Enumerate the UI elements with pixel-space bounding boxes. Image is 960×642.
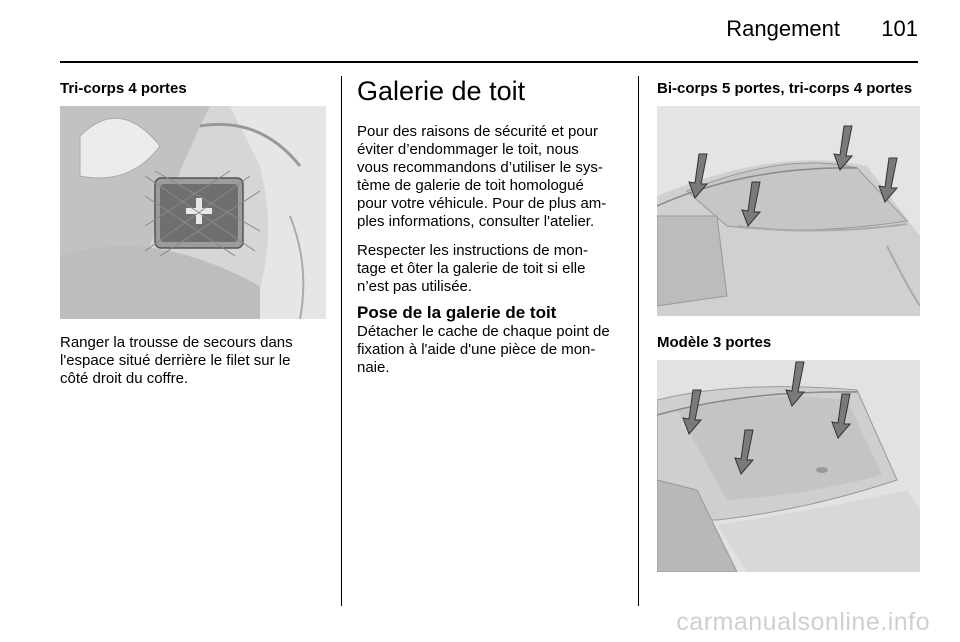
col2-paragraph-line: tème de galerie de toit homologué — [357, 177, 584, 194]
col2-paragraph-line: Pour des raisons de sécurité et pour — [357, 123, 598, 140]
col2-paragraph-line: tage et ôter la galerie de toit si elle — [357, 260, 586, 277]
header-rule — [60, 61, 918, 63]
col2-paragraph-line: naie. — [357, 359, 390, 376]
col1-paragraph-line: Ranger la trousse de secours dans — [60, 334, 293, 351]
header-section-title: Rangement — [726, 16, 840, 41]
section-title: Galerie de toit — [357, 76, 526, 106]
roof-rack-3door-illustration — [657, 360, 920, 572]
col1-heading: Tri-corps 4 portes — [60, 80, 187, 97]
col2-paragraph-line: éviter d’endommager le toit, nous — [357, 141, 579, 158]
col1-paragraph — [60, 334, 293, 388]
col1-paragraph-line: l'espace situé derrière le filet sur le — [60, 352, 291, 369]
col2-paragraph-line: vous recommandons d’utiliser le sys- — [357, 159, 603, 176]
trunk-first-aid-illustration — [60, 106, 326, 319]
col1-paragraph-line: côté droit du coffre. — [60, 370, 189, 387]
col2-paragraph-line: Détacher le cache de chaque point de — [357, 323, 610, 340]
column-divider-left — [341, 76, 342, 606]
column-divider-right — [638, 76, 639, 606]
subheading: Pose de la galerie de toit — [357, 303, 557, 322]
col2-paragraph-3 — [357, 323, 610, 377]
col2-paragraph-line: ples informations, consulter l'atelier. — [357, 213, 595, 230]
col2-paragraph-line: fixation à l'aide d'une pièce de mon- — [357, 341, 596, 358]
caption-roof-3door: Modèle 3 portes — [657, 334, 772, 351]
col2-paragraph-line: n’est pas utilisée. — [357, 278, 473, 295]
roof-rack-5door-illustration — [657, 106, 920, 316]
watermark: carmanualsonline.info — [676, 608, 930, 636]
col2-paragraph-2 — [357, 242, 588, 296]
col2-paragraph-line: pour votre véhicule. Pour de plus am- — [357, 195, 607, 212]
header-page-number: 101 — [881, 16, 918, 41]
col2-paragraph-line: Respecter les instructions de mon- — [357, 242, 588, 259]
col2-paragraph-1 — [357, 123, 606, 231]
caption-roof-5door: Bi-corps 5 portes, tri-corps 4 portes — [657, 80, 913, 97]
